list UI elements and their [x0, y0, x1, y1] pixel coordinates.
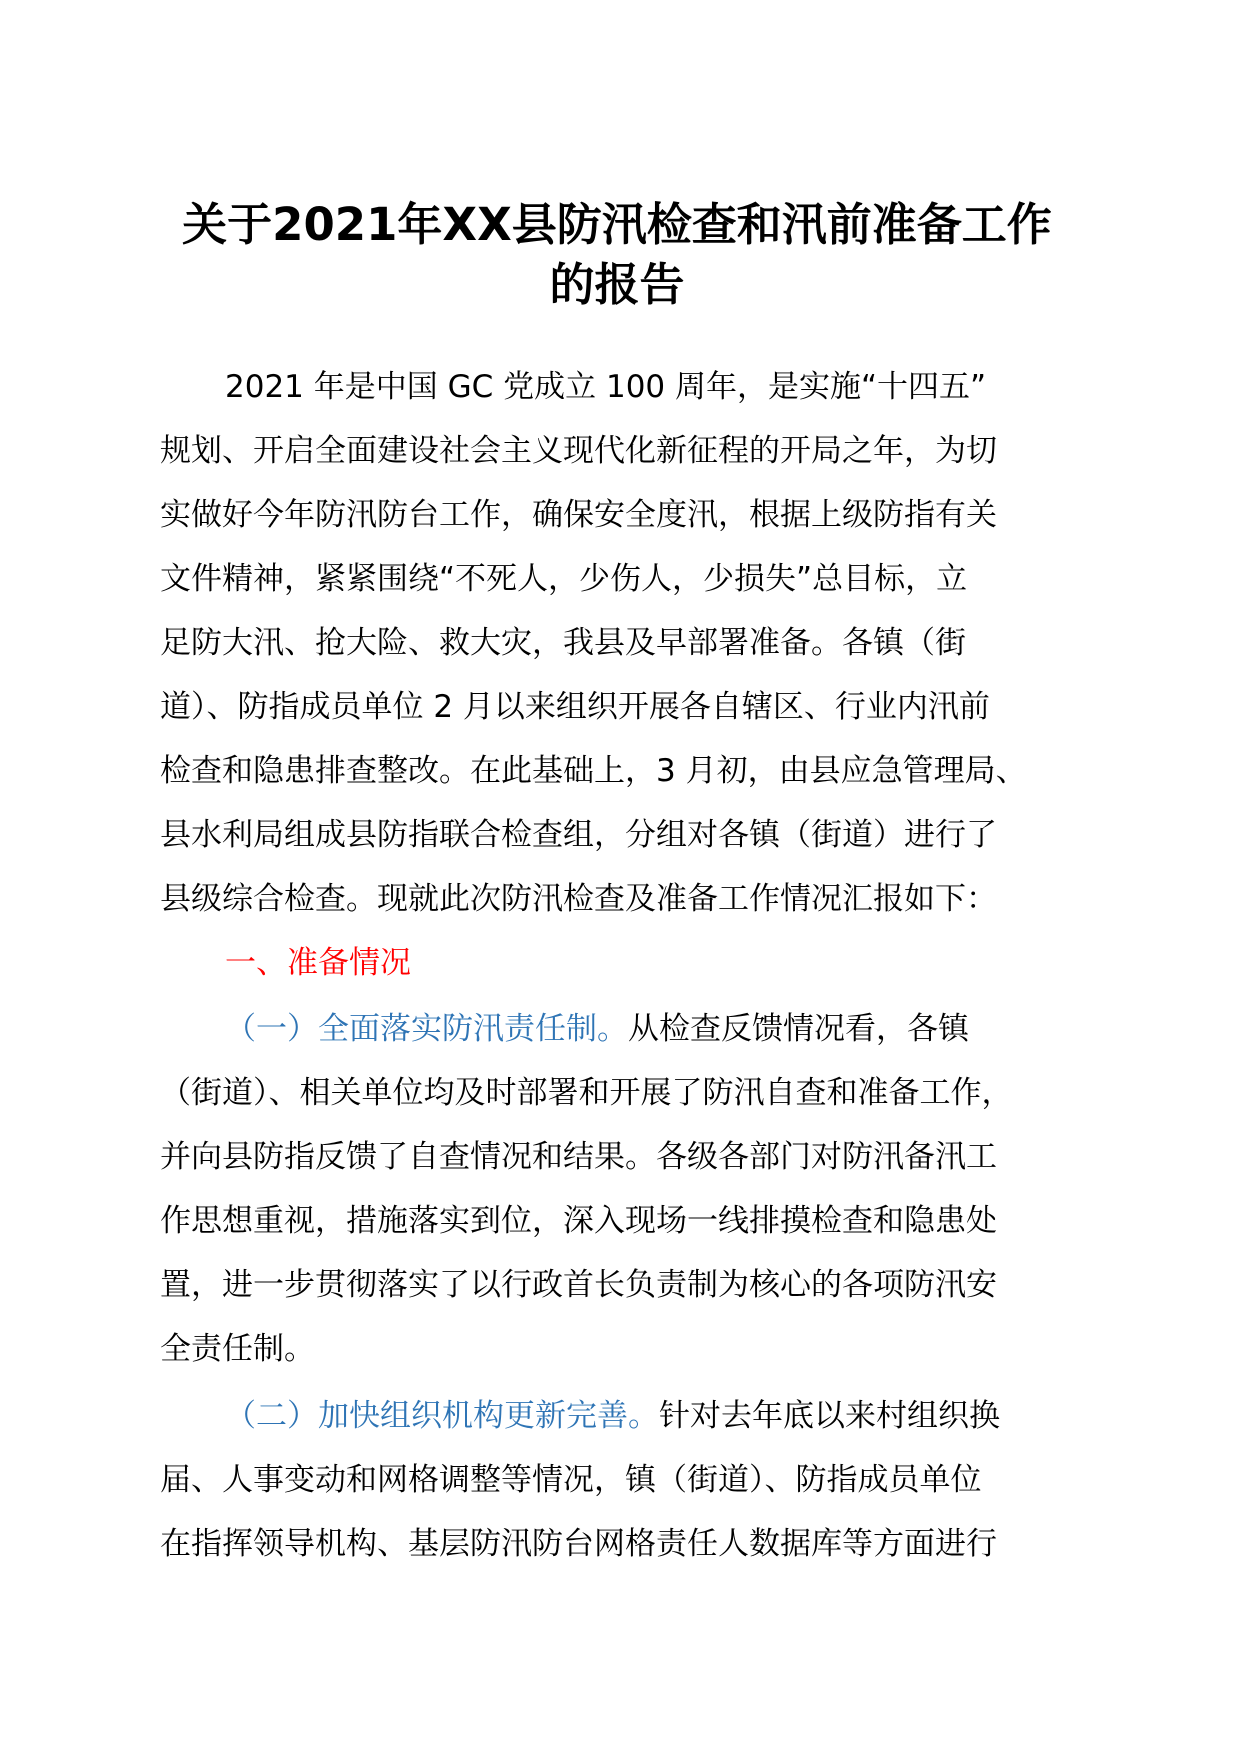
intro-line: 县水利局组成县防指联合检查组，分组对各镇（街道）进行了: [160, 817, 997, 853]
subsection-2-text: 针对去年底以来村组织换: [659, 1398, 1000, 1434]
subsection-1-first-line: [225, 1009, 969, 1049]
subsection-1-line: 置，进一步贯彻落实了以行政首长负责制为核心的各项防汛安: [160, 1267, 997, 1303]
document-title-line-1: 关于2021年XX县防汛检查和汛前准备工作: [182, 198, 1052, 251]
subsection-1-line: 全责任制。: [160, 1331, 315, 1367]
intro-line: 2021 年是中国 GC 党成立 100 周年，是实施“十四五”: [225, 369, 987, 405]
intro-line: 县级综合检查。现就此次防汛检查及准备工作情况汇报如下：: [160, 881, 997, 917]
intro-line: 足防大汛、抢大险、救大灾，我县及早部署准备。各镇（街: [160, 625, 966, 661]
subsection-1-text: 从检查反馈情况看，各镇: [628, 1011, 969, 1047]
document-title-line-2: 的报告: [549, 258, 685, 311]
section-heading-preparation: 一、准备情况: [225, 945, 411, 981]
subsection-1-line: 并向县防指反馈了自查情况和结果。各级各部门对防汛备汛工: [160, 1139, 997, 1175]
subsection-2-first-line: [225, 1396, 1000, 1436]
subsection-2-line: 在指挥领导机构、基层防汛防台网格责任人数据库等方面进行: [160, 1526, 997, 1562]
subsection-1-line: （街道）、相关单位均及时部署和开展了防汛自查和准备工作，: [160, 1075, 1013, 1111]
intro-line: 检查和隐患排查整改。在此基础上，3 月初，由县应急管理局、: [160, 753, 1027, 789]
intro-line: 规划、开启全面建设社会主义现代化新征程的开局之年，为切: [160, 433, 997, 469]
subsection-2-heading: （二）加快组织机构更新完善。: [225, 1398, 659, 1434]
subsection-2-line: 届、人事变动和网格调整等情况，镇（街道）、防指成员单位: [160, 1462, 982, 1498]
subsection-1-heading: （一）全面落实防汛责任制。: [225, 1011, 628, 1047]
intro-line: 实做好今年防汛防台工作，确保安全度汛，根据上级防指有关: [160, 497, 997, 533]
subsection-1-line: 作思想重视，措施落实到位，深入现场一线排摸检查和隐患处: [160, 1203, 997, 1239]
intro-line: 道）、防指成员单位 2 月以来组织开展各自辖区、行业内汛前: [160, 689, 990, 725]
intro-line: 文件精神，紧紧围绕“不死人，少伤人，少损失”总目标，立: [160, 561, 968, 597]
